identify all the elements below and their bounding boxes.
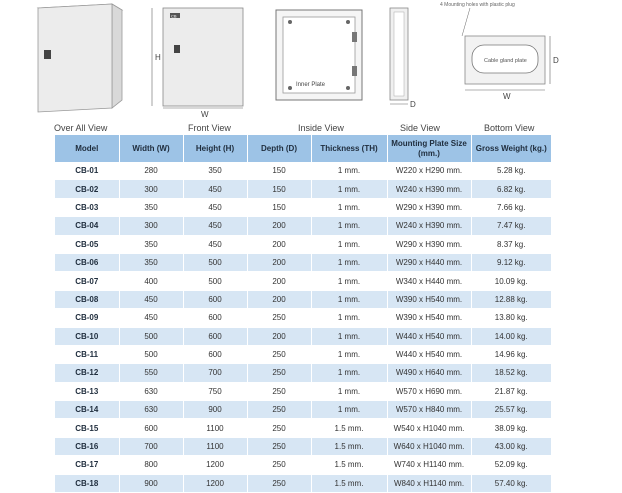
table-row	[55, 382, 551, 400]
cell-width: 280	[119, 162, 183, 180]
cell-model: CB-10	[55, 327, 119, 345]
table-row	[55, 309, 551, 327]
front-height-label: H	[155, 53, 161, 62]
cell-mounting-plate: W290 x H390 mm.	[387, 235, 471, 253]
inner-plate-label: Inner Plate	[296, 82, 326, 88]
cell-mounting-plate: W840 x H1140 mm.	[387, 474, 471, 492]
cell-thickness: 1 mm.	[311, 253, 387, 271]
cell-gross-weight: 21.87 kg.	[471, 382, 551, 400]
cell-model: CB-02	[55, 180, 119, 198]
cell-model: CB-14	[55, 401, 119, 419]
cell-height: 600	[183, 309, 247, 327]
cell-thickness: 1 mm.	[311, 162, 387, 180]
cell-depth: 150	[247, 198, 311, 216]
cell-width: 900	[119, 474, 183, 492]
front-width-label: W	[201, 110, 209, 119]
view-label-overall: Over All View	[54, 123, 108, 133]
cell-mounting-plate: W240 x H390 mm.	[387, 180, 471, 198]
cell-height: 500	[183, 253, 247, 271]
view-label-bottom: Bottom View	[484, 123, 535, 133]
table-row	[55, 419, 551, 437]
table-row	[55, 437, 551, 455]
table-row	[55, 345, 551, 363]
table-row	[55, 253, 551, 271]
cell-thickness: 1 mm.	[311, 364, 387, 382]
cell-gross-weight: 52.09 kg.	[471, 456, 551, 474]
cell-model: CB-16	[55, 437, 119, 455]
cell-height: 1100	[183, 419, 247, 437]
cell-height: 600	[183, 327, 247, 345]
cell-gross-weight: 5.28 kg.	[471, 162, 551, 180]
cell-width: 350	[119, 235, 183, 253]
front-lock-icon	[174, 45, 180, 53]
cell-mounting-plate: W540 x H1040 mm.	[387, 419, 471, 437]
cell-gross-weight: 57.40 kg.	[471, 474, 551, 492]
cell-mounting-plate: W390 x H540 mm.	[387, 309, 471, 327]
header-depth: Depth (D)	[247, 135, 311, 162]
cell-model: CB-04	[55, 217, 119, 235]
cell-height: 900	[183, 401, 247, 419]
cell-mounting-plate: W570 x H690 mm.	[387, 382, 471, 400]
table-row	[55, 327, 551, 345]
cell-thickness: 1 mm.	[311, 217, 387, 235]
cell-mounting-plate: W740 x H1140 mm.	[387, 456, 471, 474]
cell-gross-weight: 43.00 kg.	[471, 437, 551, 455]
cell-depth: 250	[247, 437, 311, 455]
cell-height: 1100	[183, 437, 247, 455]
header-model: Model	[55, 135, 119, 162]
cell-height: 450	[183, 198, 247, 216]
cell-gross-weight: 38.09 kg.	[471, 419, 551, 437]
cell-depth: 150	[247, 180, 311, 198]
cell-gross-weight: 14.00 kg.	[471, 327, 551, 345]
cell-height: 450	[183, 235, 247, 253]
cell-depth: 250	[247, 345, 311, 363]
cell-thickness: 1 mm.	[311, 401, 387, 419]
spec-table	[55, 135, 551, 493]
cell-thickness: 1.5 mm.	[311, 456, 387, 474]
cell-depth: 250	[247, 419, 311, 437]
cell-gross-weight: 18.52 kg.	[471, 364, 551, 382]
cell-mounting-plate: W290 x H440 mm.	[387, 253, 471, 271]
cell-gross-weight: 25.57 kg.	[471, 401, 551, 419]
cell-depth: 200	[247, 290, 311, 308]
cell-depth: 200	[247, 217, 311, 235]
cell-depth: 200	[247, 327, 311, 345]
cell-thickness: 1.5 mm.	[311, 419, 387, 437]
cell-thickness: 1 mm.	[311, 327, 387, 345]
cell-thickness: 1 mm.	[311, 272, 387, 290]
cell-width: 800	[119, 456, 183, 474]
cell-model: CB-08	[55, 290, 119, 308]
cell-width: 450	[119, 309, 183, 327]
cell-width: 500	[119, 327, 183, 345]
cell-depth: 250	[247, 401, 311, 419]
cell-width: 500	[119, 345, 183, 363]
header-width: Width (W)	[119, 135, 183, 162]
cell-thickness: 1 mm.	[311, 309, 387, 327]
cell-model: CB-07	[55, 272, 119, 290]
cell-height: 700	[183, 364, 247, 382]
front-view-drawing	[152, 8, 243, 119]
view-labels	[0, 123, 622, 135]
cell-mounting-plate: W440 x H540 mm.	[387, 327, 471, 345]
cell-gross-weight: 13.80 kg.	[471, 309, 551, 327]
cell-width: 630	[119, 401, 183, 419]
table-row	[55, 290, 551, 308]
spec-table-header	[55, 135, 551, 162]
product-drawings	[0, 0, 622, 122]
cell-depth: 150	[247, 162, 311, 180]
cell-width: 700	[119, 437, 183, 455]
cell-thickness: 1 mm.	[311, 235, 387, 253]
cell-height: 750	[183, 382, 247, 400]
inside-view-drawing	[276, 10, 362, 100]
cell-gross-weight: 8.37 kg.	[471, 235, 551, 253]
cell-height: 500	[183, 272, 247, 290]
table-row	[55, 217, 551, 235]
cell-mounting-plate: W490 x H640 mm.	[387, 364, 471, 382]
cell-model: CB-12	[55, 364, 119, 382]
cell-thickness: 1 mm.	[311, 198, 387, 216]
cell-gross-weight: 9.12 kg.	[471, 253, 551, 271]
cell-depth: 250	[247, 474, 311, 492]
cable-gland-label: Cable gland plate	[484, 58, 527, 64]
overall-view-drawing	[38, 4, 122, 112]
cell-mounting-plate: W640 x H1040 mm.	[387, 437, 471, 455]
cell-gross-weight: 7.66 kg.	[471, 198, 551, 216]
cell-model: CB-15	[55, 419, 119, 437]
cell-thickness: 1 mm.	[311, 290, 387, 308]
cell-thickness: 1.5 mm.	[311, 437, 387, 455]
table-row	[55, 456, 551, 474]
cell-model: CB-09	[55, 309, 119, 327]
header-mounting-plate: Mounting Plate Size (mm.)	[387, 135, 471, 162]
cell-height: 1200	[183, 474, 247, 492]
cell-width: 600	[119, 419, 183, 437]
header-height: Height (H)	[183, 135, 247, 162]
cell-width: 300	[119, 180, 183, 198]
table-row	[55, 401, 551, 419]
view-label-front: Front View	[188, 123, 231, 133]
cell-width: 550	[119, 364, 183, 382]
cell-mounting-plate: W440 x H540 mm.	[387, 345, 471, 363]
table-row	[55, 235, 551, 253]
cell-mounting-plate: W220 x H290 mm.	[387, 162, 471, 180]
side-view-drawing	[390, 8, 416, 109]
cell-model: CB-11	[55, 345, 119, 363]
bottom-view-drawing	[440, 2, 559, 101]
table-row	[55, 474, 551, 492]
cell-width: 300	[119, 217, 183, 235]
front-logo-text: CB	[171, 13, 177, 19]
table-row	[55, 180, 551, 198]
cell-depth: 200	[247, 235, 311, 253]
cell-mounting-plate: W340 x H440 mm.	[387, 272, 471, 290]
cell-depth: 250	[247, 456, 311, 474]
cell-thickness: 1.5 mm.	[311, 474, 387, 492]
table-row	[55, 198, 551, 216]
header-thickness: Thickness (TH)	[311, 135, 387, 162]
cell-mounting-plate: W240 x H390 mm.	[387, 217, 471, 235]
cell-gross-weight: 7.47 kg.	[471, 217, 551, 235]
cell-height: 450	[183, 180, 247, 198]
table-row	[55, 364, 551, 382]
cell-depth: 200	[247, 253, 311, 271]
cell-model: CB-01	[55, 162, 119, 180]
overall-lock-icon	[44, 50, 51, 59]
cell-thickness: 1 mm.	[311, 180, 387, 198]
cell-depth: 250	[247, 309, 311, 327]
cell-mounting-plate: W290 x H390 mm.	[387, 198, 471, 216]
cell-width: 450	[119, 290, 183, 308]
table-row	[55, 162, 551, 180]
bottom-depth-label: D	[553, 56, 559, 65]
cell-model: CB-13	[55, 382, 119, 400]
cell-model: CB-03	[55, 198, 119, 216]
spec-table-body	[55, 162, 551, 493]
cell-height: 600	[183, 290, 247, 308]
cell-gross-weight: 12.88 kg.	[471, 290, 551, 308]
cell-depth: 250	[247, 382, 311, 400]
side-depth-label: D	[410, 100, 416, 109]
cell-gross-weight: 10.09 kg.	[471, 272, 551, 290]
cell-depth: 250	[247, 364, 311, 382]
cell-depth: 200	[247, 272, 311, 290]
cell-model: CB-05	[55, 235, 119, 253]
bottom-width-label: W	[503, 92, 511, 101]
cell-width: 350	[119, 198, 183, 216]
cell-height: 350	[183, 162, 247, 180]
cell-model: CB-18	[55, 474, 119, 492]
mounting-holes-note: 4 Mounting holes with plastic plug	[440, 2, 515, 8]
cell-thickness: 1 mm.	[311, 345, 387, 363]
view-label-side: Side View	[400, 123, 440, 133]
cell-width: 350	[119, 253, 183, 271]
cell-gross-weight: 6.82 kg.	[471, 180, 551, 198]
cell-model: CB-17	[55, 456, 119, 474]
table-row	[55, 272, 551, 290]
cell-mounting-plate: W570 x H840 mm.	[387, 401, 471, 419]
cell-width: 400	[119, 272, 183, 290]
cell-height: 1200	[183, 456, 247, 474]
cell-gross-weight: 14.96 kg.	[471, 345, 551, 363]
cell-width: 630	[119, 382, 183, 400]
cell-height: 600	[183, 345, 247, 363]
cell-height: 450	[183, 217, 247, 235]
view-label-inside: Inside View	[298, 123, 344, 133]
cell-thickness: 1 mm.	[311, 382, 387, 400]
header-gross-weight: Gross Weight (kg.)	[471, 135, 551, 162]
cell-model: CB-06	[55, 253, 119, 271]
cell-mounting-plate: W390 x H540 mm.	[387, 290, 471, 308]
